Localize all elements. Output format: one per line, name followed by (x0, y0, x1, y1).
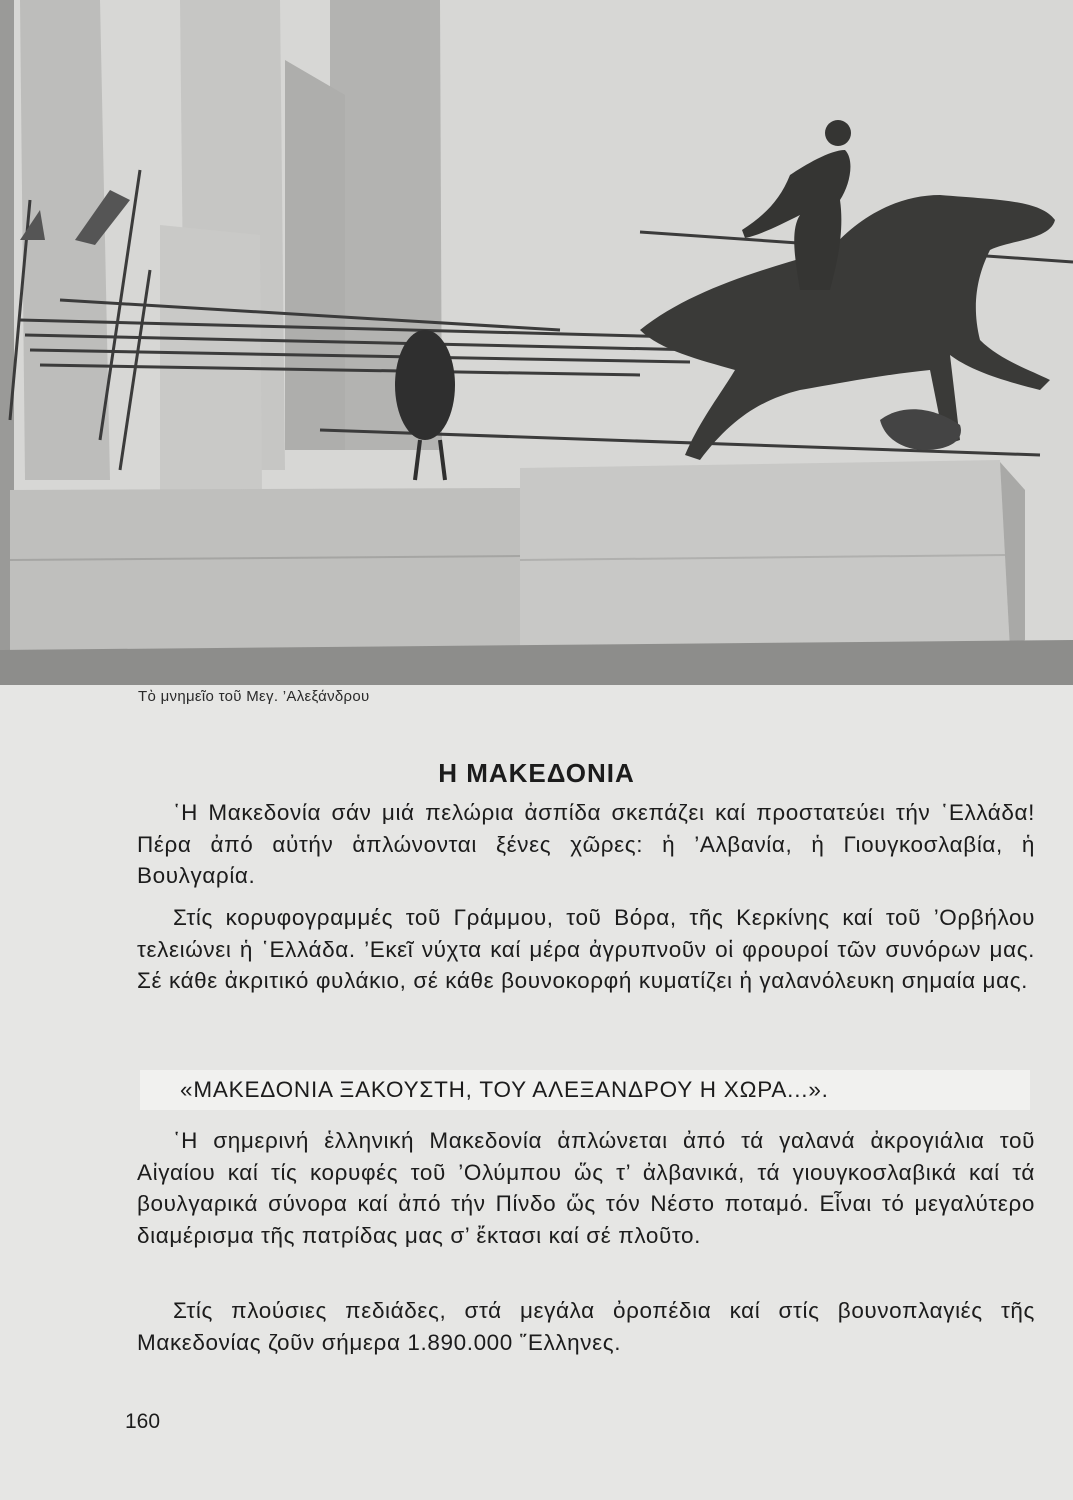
slogan-banner: «ΜΑΚΕΔΟΝΙΑ ΞΑΚΟΥΣΤΗ, ΤΟΥ ΑΛΕΞΑΝΔΡΟΥ Η ΧΩΡΑ...». (140, 1070, 1030, 1110)
paragraph (137, 1125, 1035, 1251)
paragraph-text: Στίς κορυφογραμμές τοῦ Γράμμου, τοῦ Βόρα, τῆς Κερκίνης καί τοῦ ’Ορβήλου τελειώνει ἡ ῾Ελλάδα. ’Εκεῖ νύχτα καί μέρα ἀγρυπνοῦν οἱ φρουροί τῶν συνόρων μας. Σέ κάθε ἀκριτικό φυλάκιο, σέ κάθε βουνοκορφή κυματίζει ἡ γαλανόλευκη σημαία μας. (137, 905, 1035, 993)
paragraph-text: ῾Η σημερινή ἑλληνική Μακεδονία ἁπλώνεται ἀπό τά γαλανά ἀκρογιάλια τοῦ Αἰγαίου καί τίς κορυφές τοῦ ’Ολύμπου ὥς τ’ ἀλβανικά, τά γιουγκοσλαβικά καί τά βουλγαρικά σύνορα καί ἀπό τήν Πίνδο ὥς τόν Νέστο ποταμό. Εἶναι τό μεγαλύτερο διαμέρισμα τῆς πατρίδας μας σ’ ἔκτασι καί σέ πλοῦτο. (137, 1128, 1035, 1248)
page-title: Η ΜΑΚΕΔΟΝΙΑ (438, 758, 635, 788)
page-number: 160 (125, 1410, 161, 1433)
paragraph (137, 1295, 1035, 1358)
photo-caption: Τὸ μνημεῖο τοῦ Μεγ. ’Αλεξάνδρου (138, 688, 370, 705)
monument-photo (0, 0, 1073, 685)
paragraph-text: ῾Η Μακεδονία σάν μιά πελώρια ἀσπίδα σκεπάζει καί προστατεύει τήν ῾Ελλάδα! Πέρα ἀπό αὐτήν ἁπλώνονται ξένες χῶρες: ἡ ’Αλβανία, ἡ Γιουγκοσλαβία, ἡ Βουλγαρία. (137, 800, 1035, 888)
paragraph (137, 797, 1035, 892)
paragraph (137, 902, 1035, 997)
monument-illustration (0, 0, 1073, 685)
paragraph-text: Στίς πλούσιες πεδιάδες, στά μεγάλα ὀροπέδια καί στίς βουνοπλαγιές τῆς Μακεδονίας ζοῦν σήμερα 1.890.000 ῞Ελληνες. (137, 1298, 1035, 1355)
